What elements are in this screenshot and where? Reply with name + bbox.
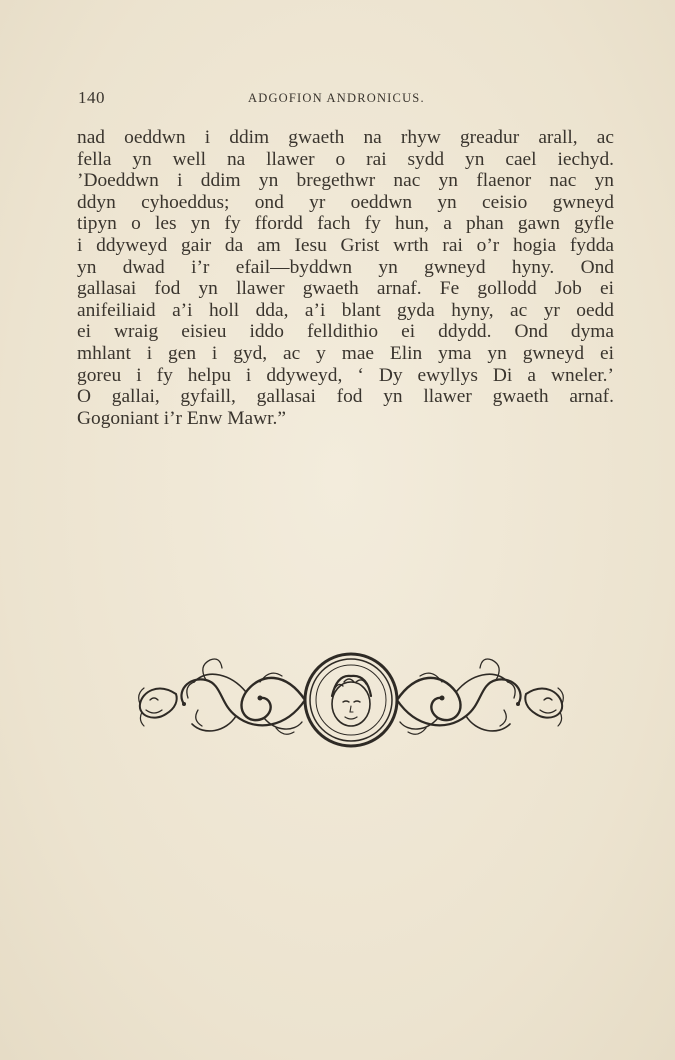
text-line: O gallai, gyfaill, gallasai fod yn llawer gwaeth arnaf. — [77, 386, 614, 408]
text-line: nad oeddwn i ddim gwaeth na rhyw greadur arall, ac — [77, 127, 614, 148]
text-line: mhlant i gen i gyd, ac y mae Elin yma yn gwneyd ei — [77, 342, 614, 364]
text-line: yn dwad i’r efail—byddwn yn gwneyd hyny. Ond — [77, 256, 614, 278]
page-number: 140 — [78, 88, 105, 107]
text-line: tipyn o les yn fy ffordd fach fy hun, a phan gawn gyfle — [77, 213, 614, 235]
tailpiece-ornament-icon — [136, 652, 566, 748]
text-line: anifeiliaid a’i holl dda, a’i blant gyda hyny, ac yr oedd — [77, 299, 614, 321]
text-line: gallasai fod yn llawer gwaeth arnaf. Fe gollodd Job ei — [77, 278, 614, 300]
text-line: ’Doeddwn i ddim yn bregethwr nac yn flaenor nac yn — [77, 170, 614, 192]
running-head — [78, 88, 613, 112]
text-line: goreu i fy helpu i ddyweyd, ‘ Dy ewyllys Di a wneler.’ — [77, 364, 614, 386]
text-line: ei wraig eisieu iddo felldithio ei ddydd. Ond dyma — [77, 321, 614, 343]
text-line: ddyn cyhoeddus; ond yr oeddwn yn ceisio gwneyd — [77, 191, 614, 213]
text-line: i ddyweyd gair da am Iesu Grist wrth rai o’r hogia fydda — [77, 234, 614, 256]
running-title: ADGOFION ANDRONICUS. — [248, 91, 425, 105]
text-line: Gogoniant i’r Enw Mawr.” — [77, 407, 286, 429]
body-text — [77, 127, 614, 429]
text-line: fella yn well na llawer o rai sydd yn cael iechyd. — [77, 148, 614, 170]
